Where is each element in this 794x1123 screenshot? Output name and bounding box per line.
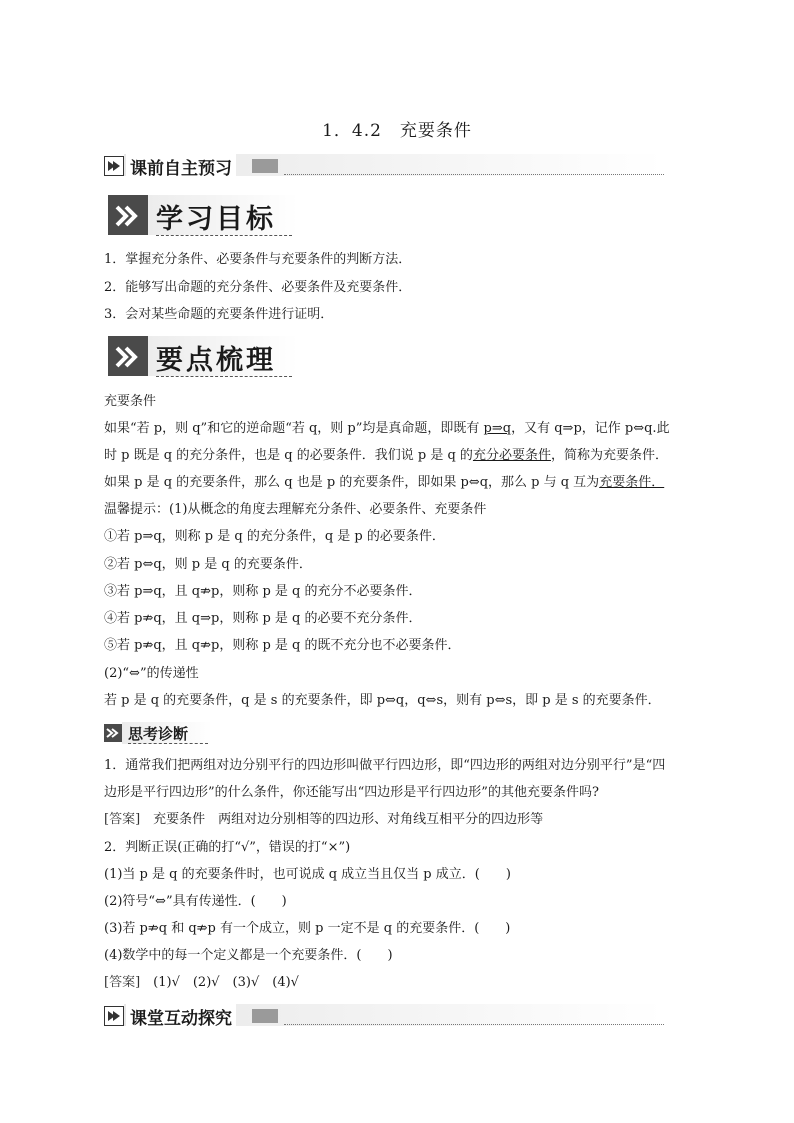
- section-header-text: 要点梳理: [156, 345, 276, 376]
- answer-line: [答案] (1)√ (2)√ (3)√ (4)√: [104, 975, 299, 990]
- question-item: (4)数学中的每一个定义都是一个充要条件．( ): [104, 948, 393, 963]
- arrow-icon: [104, 1006, 124, 1026]
- answer-line: [答案] 充要条件 两组对边分别相等的四边形、对角线互相平分的四边形等: [104, 812, 544, 827]
- question-line: 2．判断正误(正确的打“√”，错误的打“×”): [104, 840, 351, 855]
- tip-line: 温馨提示：(1)从概念的角度去理解充分条件、必要条件、充要条件: [104, 502, 487, 517]
- question-line: 1．通常我们把两组对边分别平行的四边形叫做平行四边形，即“四边形的两组对边分别平行”是“四: [104, 758, 666, 773]
- banner-label: 课前自主预习: [126, 154, 236, 179]
- question-item: (3)若 p⇏q 和 q⇏p 有一个成立，则 p 一定不是 q 的充要条件．( ): [104, 921, 511, 936]
- tip-item: ③若 p⇒q，且 q⇏p，则称 p 是 q 的充分不必要条件．: [104, 584, 422, 599]
- question-item: (1)当 p 是 q 的充要条件时，也可说成 q 成立当且仅当 p 成立．( ): [104, 867, 511, 882]
- answer-tag: [答案]: [104, 812, 141, 827]
- underlined-term: 充要条件．: [599, 475, 665, 490]
- page-title: 1．4.2 充要条件: [322, 121, 472, 141]
- banner-block: [252, 1009, 278, 1023]
- tip-item: ⑤若 p⇏q，且 q⇏p，则称 p 是 q 的既不充分也不必要条件．: [104, 638, 461, 653]
- question-line: 边形是平行四边形”的什么条件，你还能写出“四边形是平行四边形”的其他充要条件吗?: [104, 785, 599, 800]
- header-learning-goals: [108, 195, 308, 239]
- tip-item: ④若 p⇏q，且 q⇒p，则称 p 是 q 的必要不充分条件．: [104, 611, 422, 626]
- tip-line: (2)“⇔”的传递性: [104, 666, 199, 681]
- subtitle: 充要条件: [104, 394, 157, 409]
- answer-tag: [答案]: [104, 975, 141, 990]
- question-item: (2)符号“⇔”具有传递性．( ): [104, 894, 287, 909]
- check-arrow-icon: [104, 724, 122, 742]
- check-arrow-icon: [108, 336, 148, 376]
- goal-item: 3．会对某些命题的充要条件进行证明．: [104, 307, 334, 322]
- goal-item: 1．掌握充分条件、必要条件与充要条件的判断方法．: [104, 252, 412, 267]
- tip-item: ①若 p⇒q，则称 p 是 q 的充分条件，q 是 p 的必要条件．: [104, 529, 445, 544]
- banner-block: [252, 159, 278, 173]
- goal-item: 2．能够写出命题的充分条件、必要条件及充要条件．: [104, 280, 412, 295]
- underlined-term: p⇒q: [483, 421, 512, 436]
- section-banner-explore: [104, 1004, 664, 1030]
- paragraph-line: 时 p 既是 q 的充分条件，也是 q 的必要条件．我们说 p 是 q 的充分必要条件，简称为充要条件．: [104, 448, 668, 463]
- paragraph-line: 如果“若 p，则 q”和它的逆命题“若 q，则 p”均是真命题，即既有 p⇒q，又有 q⇒p，记作 p⇔q.此: [104, 421, 670, 436]
- paragraph-line: 如果 p 是 q 的充要条件，那么 q 也是 p 的充要条件，即如果 p⇔q，那么 p 与 q 互为充要条件．: [104, 475, 665, 490]
- underlined-term: 充分必要条件: [472, 448, 551, 463]
- arrow-icon: [104, 156, 124, 176]
- section-header-text: 思考诊断: [128, 725, 189, 743]
- header-think-diagnose: [104, 722, 208, 744]
- tip-item: ②若 p⇔q，则 p 是 q 的充要条件．: [104, 557, 312, 572]
- header-key-points: [108, 336, 308, 380]
- tip-line: 若 p 是 q 的充要条件，q 是 s 的充要条件，即 p⇔q，q⇔s，则有 p⇔s，即 p 是 s 的充要条件．: [104, 693, 661, 708]
- check-arrow-icon: [108, 195, 148, 235]
- section-header-text: 学习目标: [156, 204, 276, 235]
- banner-label: 课堂互动探究: [126, 1004, 236, 1029]
- section-banner-preview: [104, 154, 664, 180]
